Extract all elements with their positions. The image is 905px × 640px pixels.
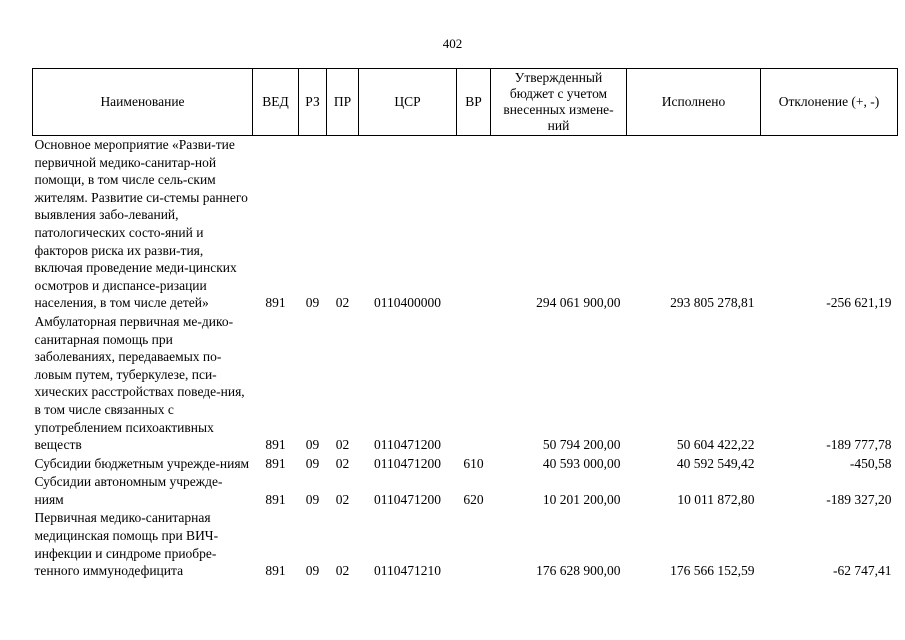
row-deviation: -189 327,20: [826, 491, 892, 507]
row-vr: [457, 509, 491, 580]
row-rz: 09: [305, 437, 320, 453]
header-approved: Утвержденный бюджет с учетом внесенных измене-ний: [491, 69, 627, 136]
row-ved: 891: [265, 491, 286, 507]
row-csr: 0110471210: [374, 563, 441, 579]
row-ved: 891: [265, 563, 286, 579]
row-rz: 09: [305, 491, 320, 507]
row-vr: 620: [463, 491, 484, 507]
row-executed: 40 592 549,42: [676, 455, 755, 471]
row-ved: 891: [265, 295, 286, 311]
row-executed: 176 566 152,59: [670, 563, 755, 579]
row-csr: 0110471200: [374, 437, 441, 453]
row-rz: 09: [305, 295, 320, 311]
header-executed: Исполнено: [627, 69, 761, 136]
row-pr: 02: [335, 437, 350, 453]
row-name: Первичная медико-санитарная медицинская помощь при ВИЧ-инфекции и синдроме приобре-тенного иммунодефицита: [34, 510, 219, 579]
page-number: 402: [442, 36, 463, 51]
row-csr: 0110471200: [374, 491, 441, 507]
row-pr: 02: [335, 295, 350, 311]
header-vr: ВР: [457, 69, 491, 136]
row-vr: [457, 313, 491, 455]
table-row: [33, 313, 898, 455]
row-ved: 891: [265, 437, 286, 453]
row-vr: 610: [463, 455, 484, 471]
row-executed: 293 805 278,81: [670, 295, 755, 311]
table-row: [33, 473, 898, 509]
row-csr: 0110400000: [374, 295, 441, 311]
row-name: Основное мероприятие «Разви-тие первичной медико-санитар-ной помощи, в том числе сель-ским жителям. Развитие си-стемы раннего выявления забо-леваний, патологических состо-яний и факторов риска их разви-тия, включая проведение меди-цинских осмотров и диспансе-ризации населения, в том числе детей»: [34, 137, 248, 311]
row-pr: 02: [335, 563, 350, 579]
row-vr: [457, 136, 491, 313]
row-name: Субсидии бюджетным учрежде-ниям: [34, 455, 250, 471]
row-deviation: -450,58: [849, 455, 892, 471]
table-row: [33, 509, 898, 580]
row-rz: 09: [305, 455, 320, 471]
header-deviation: Отклонение (+, -): [761, 69, 898, 136]
header-ved: ВЕД: [253, 69, 299, 136]
table-row: [33, 136, 898, 313]
row-approved: 176 628 900,00: [536, 563, 621, 579]
row-name: Амбулаторная первичная ме-дико-санитарная помощь при заболеваниях, передаваемых по-ловым путем, туберкулезе, пси-хических расстройствах поведе-ния, в том числе связанных с употреблением психоактивных веществ: [34, 313, 245, 453]
row-csr: 0110471200: [374, 455, 441, 471]
row-deviation: -62 747,41: [833, 563, 892, 579]
row-rz: 09: [305, 563, 320, 579]
row-deviation: -256 621,19: [826, 295, 892, 311]
row-name: Субсидии автономным учрежде-ниям: [34, 474, 223, 507]
row-approved: 10 201 200,00: [542, 491, 621, 507]
row-executed: 50 604 422,22: [676, 437, 755, 453]
header-row: [33, 69, 898, 136]
row-deviation: -189 777,78: [826, 437, 892, 453]
table-row: [33, 455, 898, 474]
row-approved: 294 061 900,00: [536, 295, 621, 311]
budget-table: [32, 68, 898, 581]
row-pr: 02: [335, 455, 350, 471]
header-rz: РЗ: [299, 69, 327, 136]
header-csr: ЦСР: [359, 69, 457, 136]
row-executed: 10 011 872,80: [677, 491, 755, 507]
row-approved: 50 794 200,00: [542, 437, 621, 453]
header-pr: ПР: [327, 69, 359, 136]
row-ved: 891: [265, 455, 286, 471]
header-name: Наименование: [33, 69, 253, 136]
row-pr: 02: [335, 491, 350, 507]
row-approved: 40 593 000,00: [542, 455, 621, 471]
